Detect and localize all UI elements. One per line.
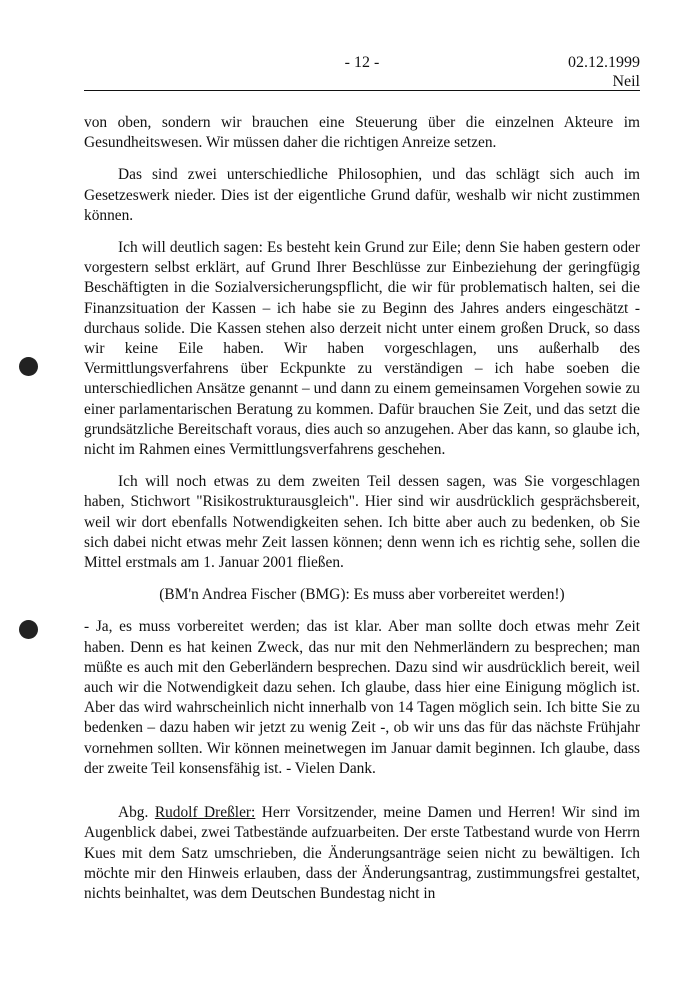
header-rule xyxy=(84,90,640,91)
speaker-name: Rudolf Dreßler: xyxy=(154,804,256,822)
speech-text: Herr Vorsitzender, meine Damen und Herren! Wir sind im Augenblick dabei, zwei Tatbestände aufzuarbeiten. Der erste Tatbestand wurde von Herrn Kues mit dem Satz umschrieben, die Änderungsanträge seien nicht zu bewältigen. Ich möchte mir den Hinweis erlauben, dass der Änderungsantrag, zustimmungsfrei gestaltet, nichts beinhaltet, was dem Deutschen Bundestag nicht in xyxy=(84,804,641,902)
interjection: (BM'n Andrea Fischer (BMG): Es muss aber vorbereitet werden!) xyxy=(159,586,565,604)
paragraph: - Ja, es muss vorbereitet werden; das ist klar. Aber man sollte doch etwas mehr Zeit haben. Denn es hat keinen Zweck, das nur mit den Nehmerländern zu besprechen; man müßte es auch mit den Geberländern besprechen. Dazu sind wir ausdrücklich bereit, weil auch wir die Notwendigkeit dazu sehen. Ich glaube, dass hier eine Einigung möglich ist. Aber das wird wahrscheinlich nicht innerhalb von 14 Tagen möglich sein. Ich bitte Sie zu bedenken – dazu haben wir jetzt zu wenig Zeit -, ob wir uns das für das nächste Frühjahr vornehmen sollten. Wir können meinetwegen im Januar damit beginnen. Ich glaube, dass der zweite Teil konsensfähig ist. - Vielen Dank. xyxy=(84,618,640,777)
punch-hole-mark xyxy=(19,357,38,376)
speech-prefix: Abg. xyxy=(118,804,155,822)
page-number: - 12 - xyxy=(344,54,380,71)
session-date: 02.12.1999 xyxy=(568,54,640,71)
punch-hole-mark xyxy=(19,620,38,639)
paragraph: Ich will noch etwas zu dem zweiten Teil dessen sagen, was Sie vorgeschlagen haben, Stichwort "Risikostrukturausgleich". Hier sind wir ausdrücklich gesprächsbereit, weil wir dort ebenfalls Notwendigkeiten sehen. Ich bitte aber auch zu bedenken, ob Sie sich dabei nicht etwas mehr Zeit lassen können; denn wenn ich es richtig sehe, sollen die Mittel erstmals am 1. Januar 2001 fließen. xyxy=(84,473,640,572)
paragraph: Ich will deutlich sagen: Es besteht kein Grund zur Eile; denn Sie haben gestern oder vorgestern selbst erklärt, auf Grund Ihrer Beschlüsse zur Einbeziehung der geringfügig Beschäftigten in die Sozialversicherungspflicht, die wir für problematisch halten, sei die Finanzsituation der Kassen – ich habe sie zu Beginn des Jahres anders eingeschätzt - durchaus solide. Die Kassen stehen also derzeit nicht unter einem großen Druck, so dass wir keine Eile haben. Wir haben vorgeschlagen, uns außerhalb des Vermittlungsverfahrens über Eckpunkte zu verständigen – ich habe soeben die unterschiedlichen Ansätze genannt – und dann zu einem gemeinsamen Vorgehen sowie zu einer parlamentarischen Beratung zu kommen. Dafür brauchen Sie Zeit, und das setzt die grundsätzliche Bereitschaft voraus, dies auch so anzugehen. Aber das kann, so glaube ich, nicht im Rahmen eines Vermittlungsverfahrens geschehen. xyxy=(84,239,640,459)
paragraph: Das sind zwei unterschiedliche Philosophien, und das schlägt sich auch im Gesetzeswerk nieder. Dies ist der eigentliche Grund dafür, weshalb wir nicht zustimmen können. xyxy=(84,166,640,224)
paragraph: von oben, sondern wir brauchen eine Steuerung über die einzelnen Akteure im Gesundheitswesen. Wir müssen daher die richtigen Anreize setzen. xyxy=(84,114,640,152)
stenographer-code: Neil xyxy=(612,73,640,90)
document-body xyxy=(84,113,640,916)
speech-paragraph xyxy=(84,803,640,904)
page-header xyxy=(84,44,640,90)
